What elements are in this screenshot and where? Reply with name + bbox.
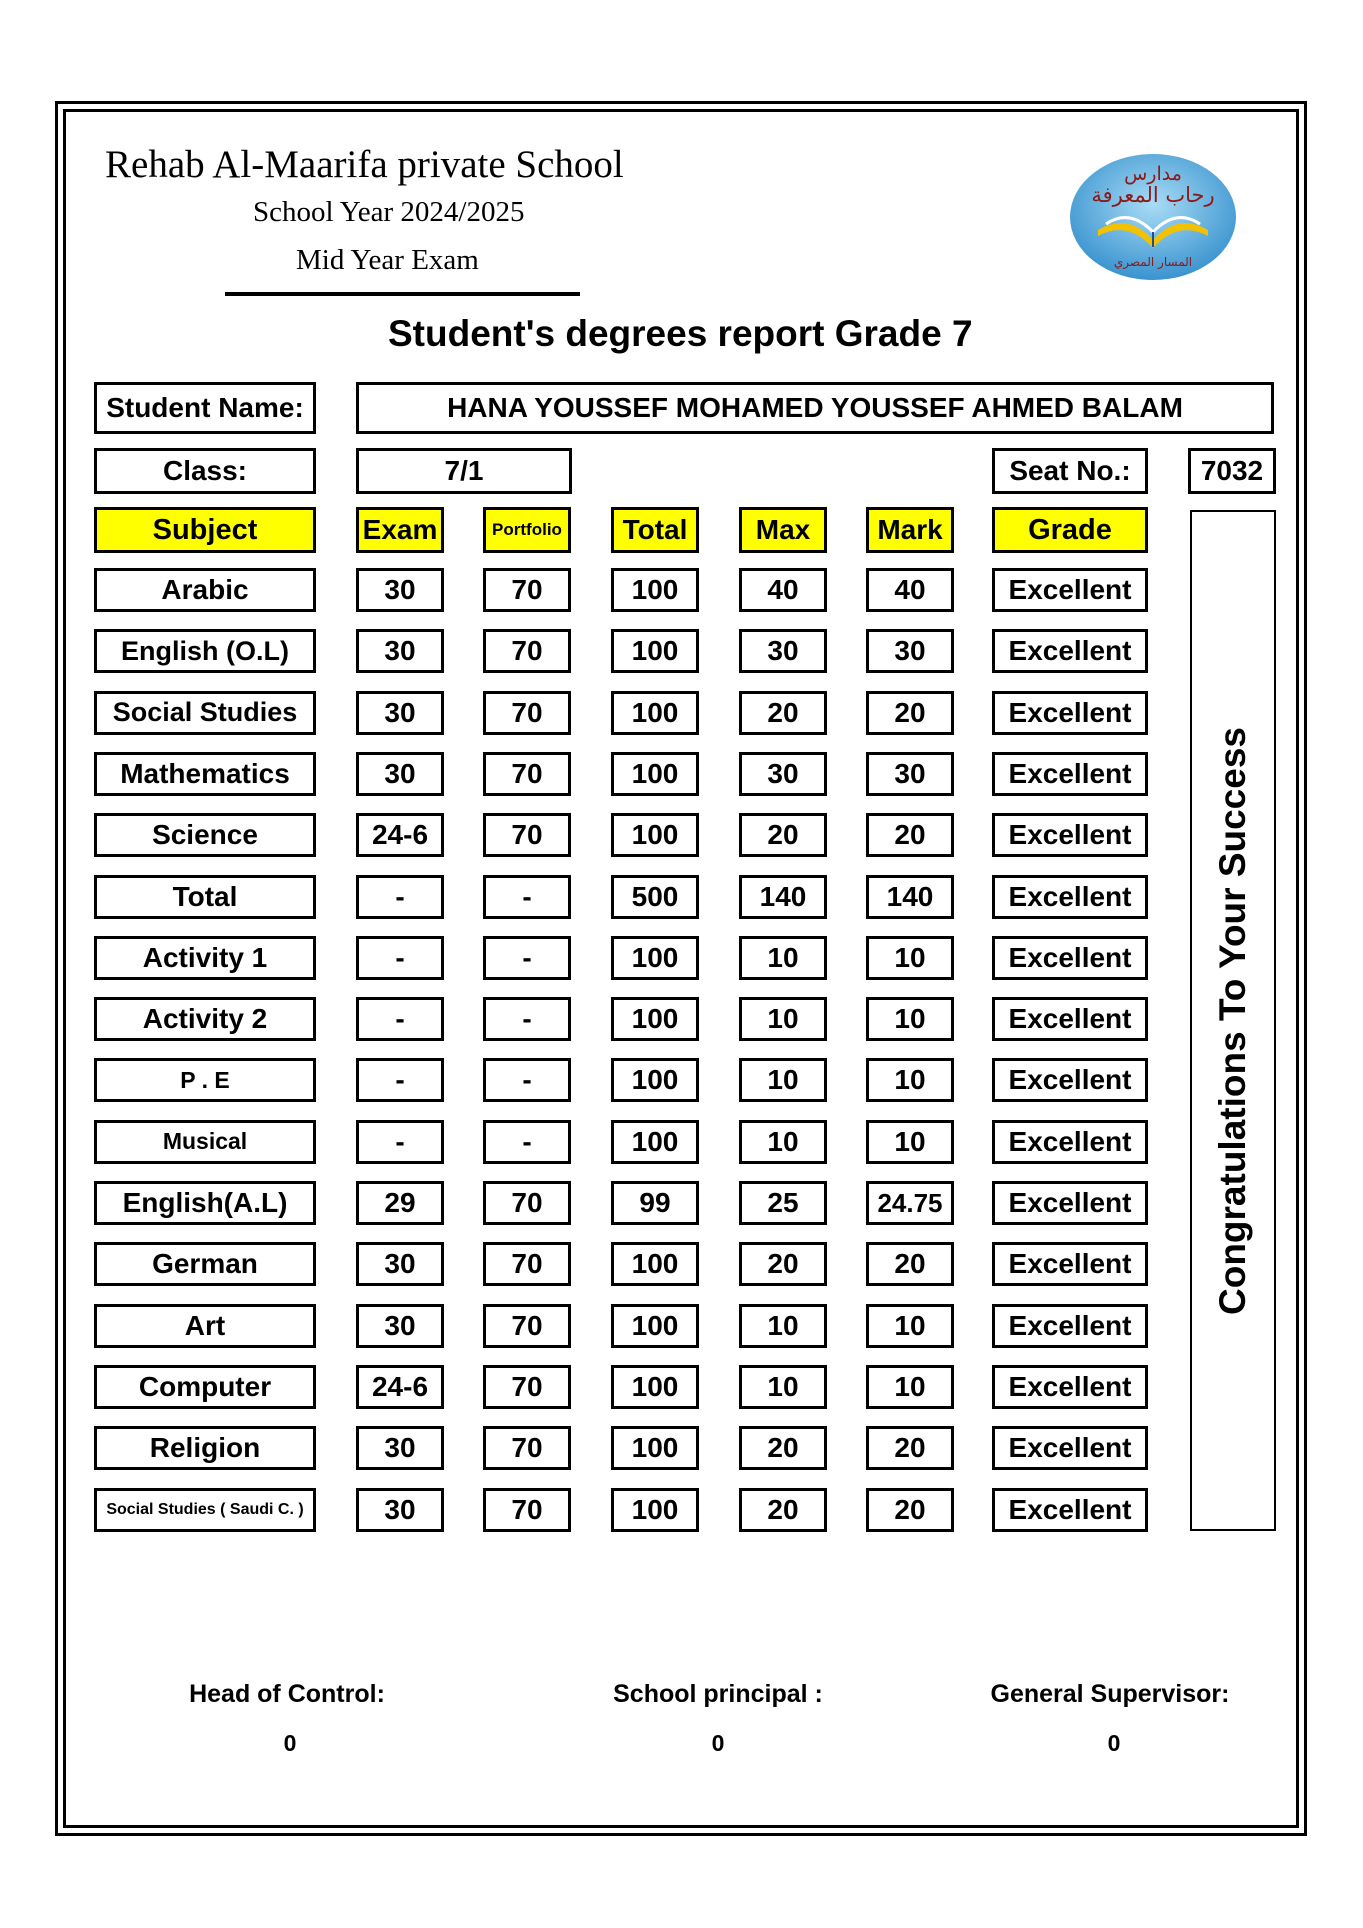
- cell-exam: 30: [356, 752, 444, 796]
- student-name-value: HANA YOUSSEF MOHAMED YOUSSEF AHMED BALAM: [356, 382, 1274, 434]
- congrats-text: Congratulations To Your Success: [1212, 726, 1253, 1315]
- cell-mark: 140: [866, 875, 954, 919]
- cell-grade: Excellent: [992, 629, 1148, 673]
- exam-title: Mid Year Exam: [296, 244, 479, 276]
- cell-portfolio: 70: [483, 813, 571, 857]
- cell-subject: English(A.L): [94, 1181, 316, 1225]
- cell-portfolio: 70: [483, 629, 571, 673]
- cell-max: 10: [739, 936, 827, 980]
- seat-label: Seat No.:: [992, 448, 1148, 494]
- header-mark: Mark: [866, 507, 954, 553]
- cell-grade: Excellent: [992, 568, 1148, 612]
- cell-total: 100: [611, 691, 699, 735]
- cell-portfolio: 70: [483, 1365, 571, 1409]
- cell-total: 100: [611, 1488, 699, 1532]
- cell-exam: -: [356, 997, 444, 1041]
- cell-mark: 10: [866, 936, 954, 980]
- cell-mark: 10: [866, 1120, 954, 1164]
- cell-total: 100: [611, 1242, 699, 1286]
- cell-total: 100: [611, 1058, 699, 1102]
- cell-grade: Excellent: [992, 813, 1148, 857]
- cell-portfolio: 70: [483, 1426, 571, 1470]
- cell-max: 20: [739, 691, 827, 735]
- logo-text-mid: رحاب المعرفة: [1091, 183, 1215, 207]
- class-label: Class:: [94, 448, 316, 494]
- cell-portfolio: -: [483, 936, 571, 980]
- school-name: Rehab Al-Maarifa private School: [105, 143, 624, 186]
- signature-label-principal: School principal :: [613, 1680, 823, 1708]
- signature-label-general-supervisor: General Supervisor:: [990, 1680, 1230, 1708]
- cell-mark: 30: [866, 752, 954, 796]
- cell-total: 100: [611, 752, 699, 796]
- cell-grade: Excellent: [992, 936, 1148, 980]
- cell-subject: Social Studies ( Saudi C. ): [94, 1488, 316, 1532]
- cell-mark: 10: [866, 997, 954, 1041]
- signature-value-principal: 0: [711, 1730, 725, 1756]
- cell-grade: Excellent: [992, 1242, 1148, 1286]
- cell-exam: 30: [356, 691, 444, 735]
- cell-mark: 24.75: [866, 1181, 954, 1225]
- cell-portfolio: 70: [483, 568, 571, 612]
- cell-max: 10: [739, 1058, 827, 1102]
- cell-total: 100: [611, 1426, 699, 1470]
- cell-grade: Excellent: [992, 1488, 1148, 1532]
- cell-total: 100: [611, 813, 699, 857]
- cell-exam: 24-6: [356, 813, 444, 857]
- cell-subject: English (O.L): [94, 629, 316, 673]
- cell-total: 100: [611, 936, 699, 980]
- cell-exam: 24-6: [356, 1365, 444, 1409]
- cell-portfolio: -: [483, 1120, 571, 1164]
- cell-max: 20: [739, 1242, 827, 1286]
- cell-mark: 20: [866, 1426, 954, 1470]
- cell-max: 10: [739, 997, 827, 1041]
- cell-mark: 30: [866, 629, 954, 673]
- cell-exam: 30: [356, 1242, 444, 1286]
- signature-label-head-of-control: Head of Control:: [189, 1680, 385, 1708]
- class-value: 7/1: [356, 448, 572, 494]
- cell-exam: -: [356, 1120, 444, 1164]
- cell-max: 10: [739, 1120, 827, 1164]
- cell-max: 20: [739, 1488, 827, 1532]
- cell-portfolio: 70: [483, 1242, 571, 1286]
- cell-grade: Excellent: [992, 1365, 1148, 1409]
- cell-grade: Excellent: [992, 691, 1148, 735]
- logo-text-top: مدارس: [1124, 163, 1182, 185]
- cell-portfolio: 70: [483, 691, 571, 735]
- cell-subject: Mathematics: [94, 752, 316, 796]
- cell-exam: 30: [356, 629, 444, 673]
- cell-mark: 10: [866, 1058, 954, 1102]
- signature-value-head-of-control: 0: [283, 1730, 297, 1756]
- cell-mark: 20: [866, 813, 954, 857]
- cell-total: 100: [611, 568, 699, 612]
- cell-mark: 10: [866, 1365, 954, 1409]
- header-exam: Exam: [356, 507, 444, 553]
- cell-portfolio: -: [483, 1058, 571, 1102]
- cell-max: 10: [739, 1365, 827, 1409]
- cell-total: 99: [611, 1181, 699, 1225]
- cell-total: 100: [611, 1304, 699, 1348]
- header-subject: Subject: [94, 507, 316, 553]
- cell-portfolio: 70: [483, 1304, 571, 1348]
- cell-exam: 30: [356, 1304, 444, 1348]
- cell-subject: Computer: [94, 1365, 316, 1409]
- cell-exam: -: [356, 1058, 444, 1102]
- cell-subject: Social Studies: [94, 691, 316, 735]
- cell-total: 100: [611, 1365, 699, 1409]
- cell-subject: Religion: [94, 1426, 316, 1470]
- cell-total: 100: [611, 1120, 699, 1164]
- cell-subject: P . E: [94, 1058, 316, 1102]
- cell-total: 100: [611, 629, 699, 673]
- cell-total: 500: [611, 875, 699, 919]
- cell-grade: Excellent: [992, 1058, 1148, 1102]
- cell-exam: 30: [356, 1426, 444, 1470]
- cell-max: 40: [739, 568, 827, 612]
- cell-subject: Total: [94, 875, 316, 919]
- cell-subject: German: [94, 1242, 316, 1286]
- cell-exam: -: [356, 936, 444, 980]
- cell-max: 10: [739, 1304, 827, 1348]
- cell-portfolio: -: [483, 875, 571, 919]
- cell-exam: 30: [356, 1488, 444, 1532]
- student-name-label: Student Name:: [94, 382, 316, 434]
- cell-exam: 30: [356, 568, 444, 612]
- cell-subject: Art: [94, 1304, 316, 1348]
- report-title: Student's degrees report Grade 7: [388, 313, 973, 354]
- congrats-box: [1190, 510, 1276, 1531]
- header-portfolio: Portfolio: [483, 507, 571, 553]
- cell-grade: Excellent: [992, 1120, 1148, 1164]
- header-grade: Grade: [992, 507, 1148, 553]
- cell-mark: 40: [866, 568, 954, 612]
- cell-portfolio: -: [483, 997, 571, 1041]
- school-logo: [1068, 152, 1238, 282]
- cell-exam: -: [356, 875, 444, 919]
- cell-portfolio: 70: [483, 752, 571, 796]
- cell-mark: 20: [866, 691, 954, 735]
- cell-grade: Excellent: [992, 752, 1148, 796]
- signature-value-general-supervisor: 0: [1107, 1730, 1121, 1756]
- cell-grade: Excellent: [992, 997, 1148, 1041]
- cell-portfolio: 70: [483, 1488, 571, 1532]
- logo-text-bottom: المسار المصري: [1113, 255, 1193, 269]
- cell-max: 20: [739, 1426, 827, 1470]
- cell-max: 140: [739, 875, 827, 919]
- cell-max: 20: [739, 813, 827, 857]
- cell-subject: Activity 2: [94, 997, 316, 1041]
- school-year: School Year 2024/2025: [253, 196, 525, 228]
- header-total: Total: [611, 507, 699, 553]
- cell-subject: Science: [94, 813, 316, 857]
- cell-max: 30: [739, 629, 827, 673]
- cell-subject: Arabic: [94, 568, 316, 612]
- cell-grade: Excellent: [992, 1181, 1148, 1225]
- cell-subject: Musical: [94, 1120, 316, 1164]
- cell-total: 100: [611, 997, 699, 1041]
- cell-mark: 20: [866, 1242, 954, 1286]
- cell-grade: Excellent: [992, 1426, 1148, 1470]
- cell-grade: Excellent: [992, 875, 1148, 919]
- cell-portfolio: 70: [483, 1181, 571, 1225]
- cell-grade: Excellent: [992, 1304, 1148, 1348]
- cell-subject: Activity 1: [94, 936, 316, 980]
- cell-max: 25: [739, 1181, 827, 1225]
- seat-value: 7032: [1188, 448, 1276, 494]
- header-max: Max: [739, 507, 827, 553]
- cell-exam: 29: [356, 1181, 444, 1225]
- cell-mark: 20: [866, 1488, 954, 1532]
- header-rule: [225, 292, 580, 296]
- cell-max: 30: [739, 752, 827, 796]
- cell-mark: 10: [866, 1304, 954, 1348]
